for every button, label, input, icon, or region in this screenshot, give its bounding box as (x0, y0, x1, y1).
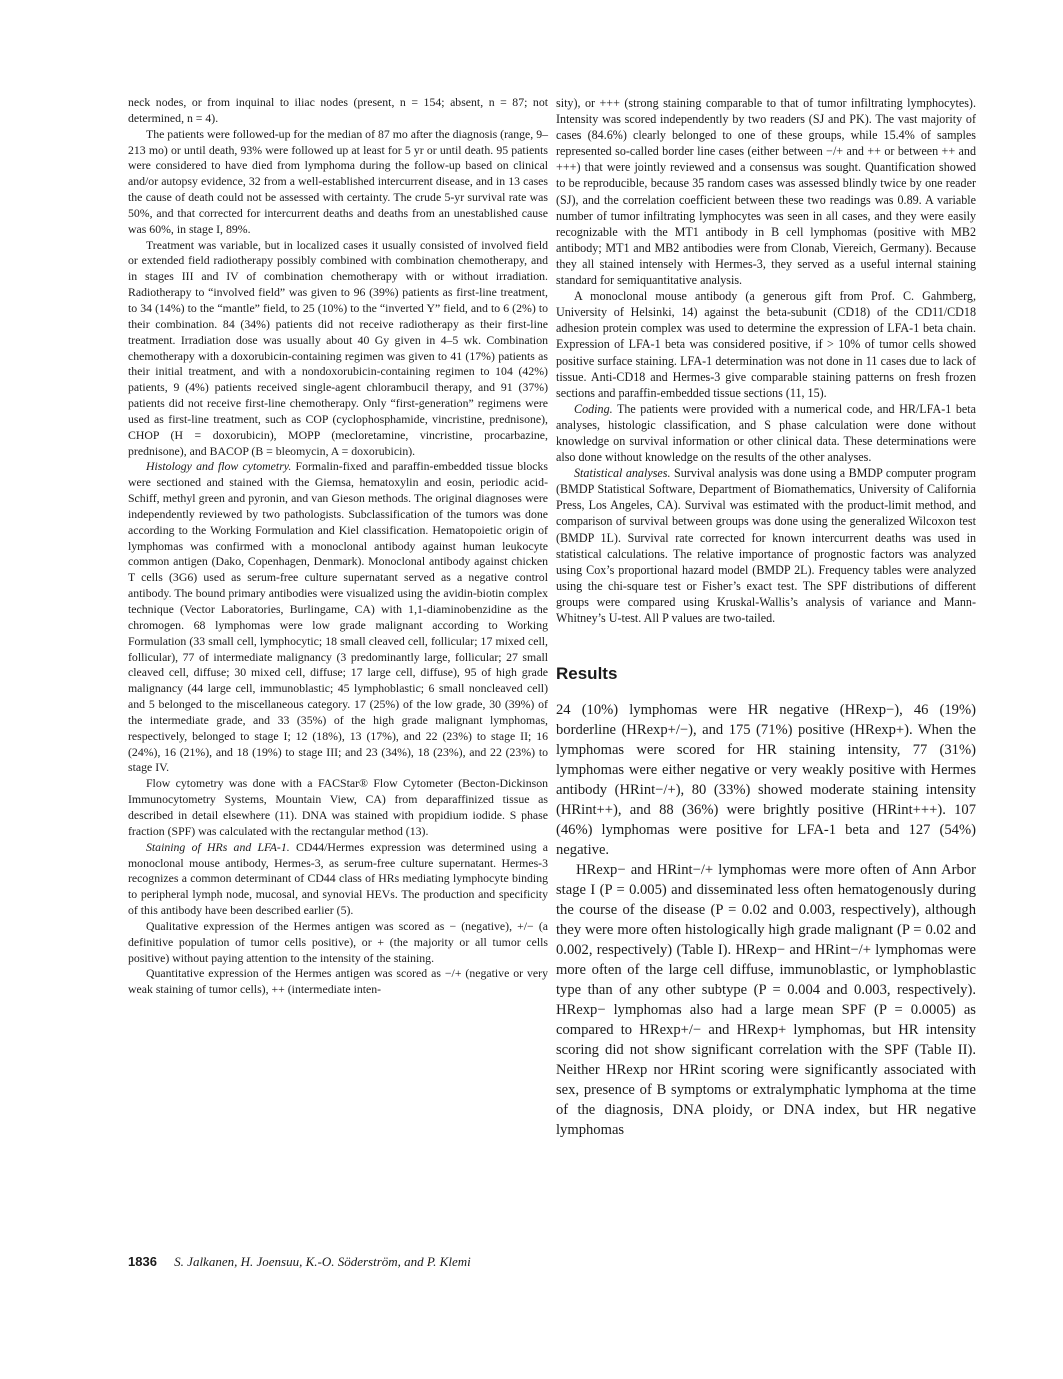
paragraph (556, 401, 976, 465)
running-authors: S. Jalkanen, H. Joensuu, K.-O. Söderström, and P. Klemi (174, 1254, 471, 1269)
paragraph-body: Formalin-fixed and paraffin-embedded tissue blocks were sectioned and stained with the Giemsa, hematoxylin and eosin, periodic acid-Schiff, methyl green and pyronin, and van Gieson methods. The original diagnoses were independently reviewed by two pathologists. Subclassification of the tumors was done according to the Working Formulation and Kiel classification. Hematopoietic origin of lymphomas was confirmed with a monoclonal antibody against human leukocyte common antigen (Dako, Copenhagen, Denmark). Monoclonal antibody against chicken T cells (3G6) used as serum-free culture supernatant served as a negative control antibody. The bound primary antibodies were visualized using the avidin-biotin complex technique (Vector Laboratories, Burlingame, CA) with 1,1-diaminobenzidine as the chromogen. 68 lymphomas were low grade malignant according to Working Formulation (33 small cell, lymphocytic; 18 small cleaved cell, follicular; 17 mixed cell, follicular), 77 of intermediate malignancy (3 predominantly large, follicular; 27 small cleaved cell, diffuse; 30 mixed cell, diffuse; 17 large cell, diffuse), 95 of high grade malignancy (44 large cell, immunoblastic; 45 lymphoblastic; 6 small noncleaved cell) and 5 belonged to the miscellaneous category. 17 (25%) of the low grade, 30 (39%) of the intermediate grade, and 33 (35%) of the high grade malignant lymphomas, respectively, belonged to stage I; 12 (18%), 13 (17%), and 22 (23%) to stage II; 16 (24%), 16 (21%), and 18 (19%) to stage III; and 23 (34%), 18 (23%), and 22 (23%) to stage IV. (128, 459, 549, 775)
paragraph-body: Survival analysis was done using a BMDP computer program (BMDP Statistical Software, Department of Biomathematics, University of California Press, Los Angeles, CA). Survival was estimated with the product-limit method, and comparison of survival between groups was done using the generalized Wilcoxon test (BMDP 1L). Survival rate corrected for known intercurrent deaths was used in statistical calculations. The relative importance of prognostic factors was analyzed using Cox’s proportional hazard model (BMDP 2L). Frequency tables were analyzed using the chi-square test or Fisher’s exact test. The SPF distributions of different groups were compared using Kruskal-Wallis’s analysis of variance and Mann-Whitney’s U-test. All P values are two-tailed. (556, 466, 976, 625)
paragraph-body: The patients were provided with a numerical code, and HR/LFA-1 beta analyses, histologic classification, and S phase calculation were done without knowledge on survival information or other clinical data. These determinations were also done without knowledge on the results of the other analyses. (556, 401, 976, 465)
paragraph: Treatment was variable, but in localized cases it usually consisted of involved field or extended field radiotherapy possibly combined with combination chemotherapy, and in stages III and IV of combination chemotherapy with or without irradiation. Radiotherapy to “involved field” was given to 96 (39%) patients as first-line treatment, to 34 (14%) to the “mantle” field, to 25 (10%) to the “inverted Y” field, and to 6 (2%) to their combination. 84 (34%) patients did not receive radiotherapy as their first-line treatment. Irradiation dose was usually about 40 Gy given in 4–5 wk. Combination chemotherapy with a doxorubicin-containing regimen was given to 41 (17%) patients as their initial treatment, and with a nondoxorubicin-containing regimen to 104 (42%) patients, 9 (4%) patients received single-agent chlorambucil therapy, and 91 (37%) patients did not receive first-line chemotherapy. Only “first-generation” regimens were used as first-line treatment, such as COP (cyclophosphamide, vincristine, prednisone), CHOP (H = doxorubicin), MOPP (mecloretamine, vincristine, procarbazine, prednisone), and BACOP (B = bleomycin, A = doxorubicin). (128, 237, 548, 458)
paragraph (128, 840, 548, 919)
paragraph: Quantitative expression of the Hermes antigen was scored as −/+ (negative or very weak staining of tumor cells), ++ (intermediate inten- (128, 966, 548, 997)
run-in-heading: Histology and flow cytometry. (146, 459, 292, 474)
paragraph: neck nodes, or from inquinal to iliac nodes (present, n = 154; absent, n = 87; not determined, n = 4). (128, 95, 548, 125)
page-number: 1836 (128, 1254, 157, 1269)
paragraph: A monoclonal mouse antibody (a generous gift from Prof. C. Gahmberg, University of Helsinki, 14) against the beta-subunit (CD18) of the CD11/CD18 adhesion protein complex was used to determine the expression of LFA-1 beta chain. Expression of LFA-1 beta was considered positive, if > 10% of tumor cells showed positive surface staining. LFA-1 determination was not done in 11 cases due to lack of tissue. Anti-CD18 and Hermes-3 give comparable staining patterns on fresh frozen sections and paraffin-embedded tissue sections (11, 15). (556, 289, 976, 400)
paragraph (128, 459, 548, 776)
run-in-heading: Staining of HRs and LFA-1. (146, 839, 290, 854)
page-footer (128, 1254, 471, 1270)
paragraph: Flow cytometry was done with a FACStar® Flow Cytometer (Becton-Dickinson Immunocytometry Systems, Mountain View, CA) from deparaffinized tissue as described in detail elsewhere (11). DNA was stained with propidium iodide. S phase fraction (SPF) was calculated with the rectangular method (13). (128, 776, 548, 838)
paragraph: 24 (10%) lymphomas were HR negative (HRexp−), 46 (19%) borderline (HRexp+/−), and 175 (71%) positive (HRexp+). When the lymphomas were scored for HR staining intensity, 77 (31%) lymphomas were either negative or very weakly positive with Hermes antibody (HRint−/+), 80 (33%) showed moderate staining intensity (HRint++), and 88 (36%) were brightly positive (HRint+++). 107 (46%) lymphomas were positive for LFA-1 beta and 127 (54%) negative. (556, 702, 976, 859)
paragraph-body: CD44/Hermes expression was determined using a monoclonal mouse antibody, Hermes-3, as serum-free culture supernatant. Hermes-3 recognizes a common determinant of CD44 class of HRs mediating lymphocyte binding to peripheral lymph node, mucosal, and synovial HEVs. The production and specificity of this antibody have been described earlier (5). (128, 839, 548, 918)
section-heading-results: Results (556, 664, 618, 684)
right-column (556, 95, 976, 1140)
run-in-heading: Statistical analyses. (574, 466, 671, 481)
paragraph (556, 465, 976, 626)
paragraph: Qualitative expression of the Hermes antigen was scored as − (negative), +/− (a definitive population of tumor cells positive), or + (the majority or all tumor cells positive) without paying attention to the intensity of the staining. (128, 918, 548, 965)
paragraph: The patients were followed-up for the median of 87 mo after the diagnosis (range, 9–213 mo) or until death, 93% were followed up at least for 5 yr or until death. 95 patients were considered to have died from lymphoma during the follow-up based on clinical and/or autopsy evidence, 32 from a well-established intercurrent disease, and in 13 cases the cause of death could not be assessed with certainty. The crude 5-yr survival rate was 50%, and that corrected for intercurrent deaths and deaths from an unestablished cause was 60%, in stage I, 89%. (128, 126, 548, 236)
paragraph: sity), or +++ (strong staining comparable to that of tumor infiltrating lymphocytes). Intensity was scored independently by two readers (SJ and PK). The vast majority of cases (84.6%) clearly belonged to one of these groups, while 15.4% of samples represented so-called border line cases (either between −/+ and ++ or between ++ and +++) that were jointly reviewed and a consensus was sought. Quantification showed to be reproducible, because 35 random cases was assessed blindly twice by one reader (SJ), and the correlation coefficient between these two readings was 0.89. A variable number of tumor infiltrating lymphocytes was seen in all cases, and they were easily recognizable with the MT1 antibody in B cell lymphomas (positive with MB2 antibody; MT1 and MB2 antibodies were from Clonab, Viereich, Germany). Because they all stained intensely with Hermes-3, they served as a useful internal staining standard for semiquantitative analysis. (556, 96, 976, 288)
results-section (556, 700, 976, 1140)
left-column (128, 95, 548, 998)
run-in-heading: Coding. (574, 401, 613, 416)
paragraph: HRexp− and HRint−/+ lymphomas were more often of Ann Arbor stage I (P = 0.005) and disseminated less often hematogenously during the course of the disease (P = 0.02 and 0.003, respectively), although they were more often histologically high grade malignant (P = 0.02 and 0.002, respectively) (Table I). HRexp− and HRint−/+ lymphomas were more often of the large cell diffuse, immunoblastic, or lymphoblastic type than of any other subtype (P = 0.004 and 0.003, respectively). HRexp− lymphomas also had a large mean SPF (P = 0.0005) as compared to HRexp+/− and HRexp+ lymphomas, but HR intensity scoring did not show significant correlation with the SPF (Table II). Neither HRexp nor HRint scoring were significantly associated with sex, presence of B symptoms or extralymphatic lymphoma at the time of the diagnosis, DNA ploidy, or DNA index, but HR negative lymphomas (556, 862, 976, 1139)
